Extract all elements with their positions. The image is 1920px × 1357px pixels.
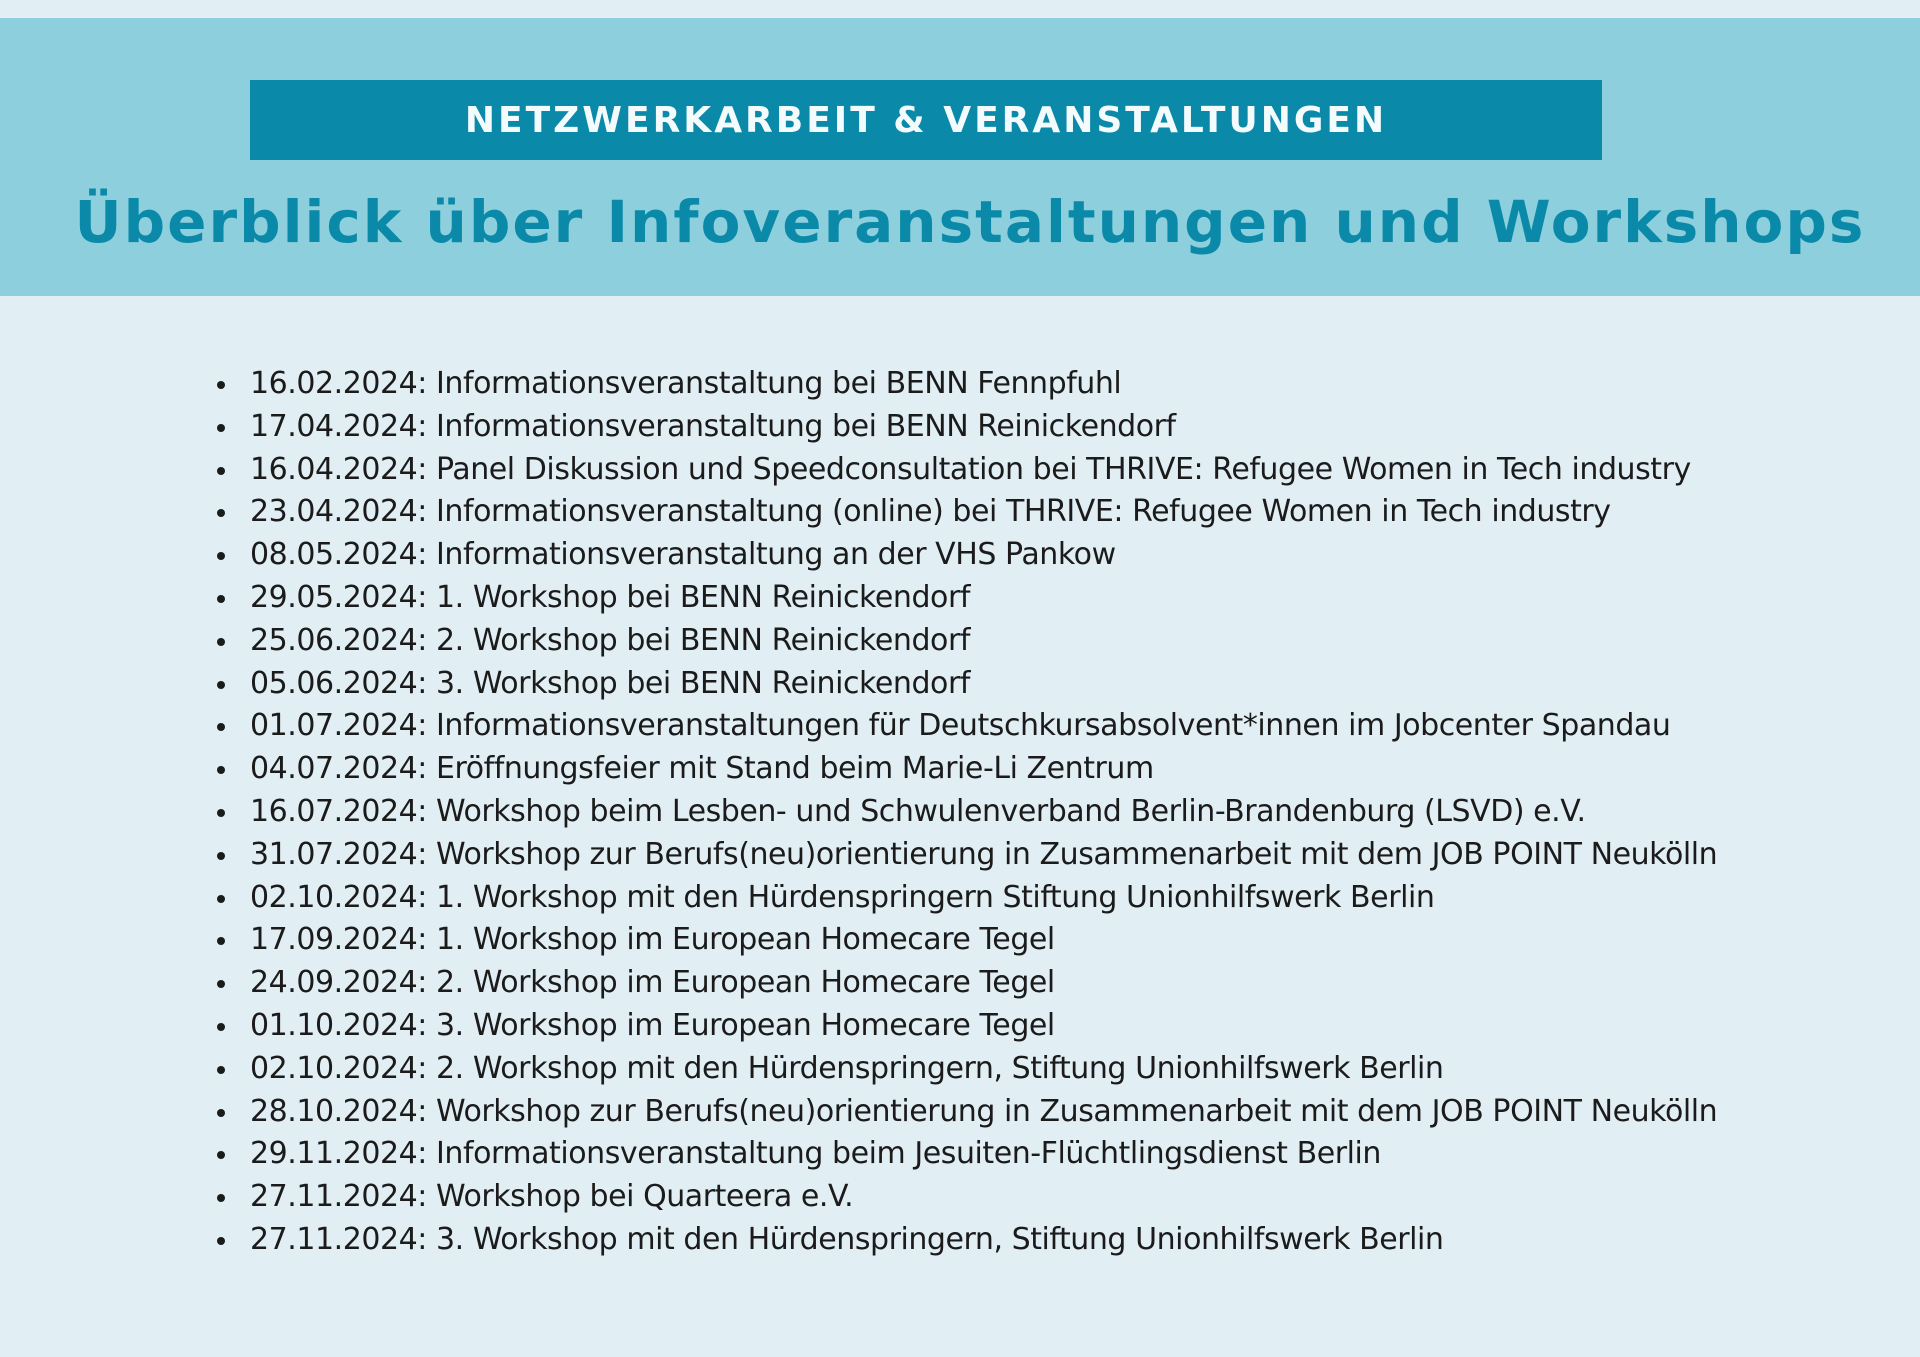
event-item [210, 534, 1717, 577]
event-item [210, 1048, 1717, 1091]
event-item [210, 577, 1717, 620]
event-text: 17.09.2024: 1. Workshop im European Homecare Tegel [250, 922, 1055, 958]
bullet-icon [217, 895, 225, 903]
event-text: 08.05.2024: Informationsveranstaltung an der VHS Pankow [250, 537, 1116, 573]
event-text: 29.05.2024: 1. Workshop bei BENN Reinickendorf [250, 579, 970, 615]
event-text: 16.02.2024: Informationsveranstaltung bei BENN Fennpfuhl [250, 366, 1122, 401]
bullet-icon [217, 852, 225, 860]
event-item [210, 1091, 1717, 1134]
bullet-icon [217, 638, 225, 646]
bullet-icon [217, 509, 225, 517]
bullet-icon [217, 595, 225, 603]
page-title: Überblick über Infoveranstaltungen und Workshops [74, 188, 1866, 256]
bullet-icon [217, 809, 225, 817]
event-text: 17.04.2024: Informationsveranstaltung bei BENN Reinickendorf [250, 408, 1176, 444]
event-item [210, 877, 1717, 920]
event-item [210, 1219, 1717, 1262]
event-text: 02.10.2024: 1. Workshop mit den Hürdenspringern Stiftung Unionhilfswerk Berlin [250, 879, 1435, 915]
bullet-icon [217, 1066, 225, 1074]
event-item [210, 1176, 1717, 1219]
bullet-icon [217, 1109, 225, 1117]
event-text: 25.06.2024: 2. Workshop bei BENN Reinickendorf [250, 622, 970, 658]
bullet-icon [217, 937, 225, 945]
bullet-icon [217, 681, 225, 689]
bullet-icon [217, 424, 225, 432]
bullet-icon [217, 552, 225, 560]
category-label: NETZWERKARBEIT & VERANSTALTUNGEN [464, 99, 1388, 141]
event-list [210, 363, 1717, 1262]
event-item [210, 449, 1717, 492]
event-text: 29.11.2024: Informationsveranstaltung beim Jesuiten-Flüchtlingsdienst Berlin [250, 1136, 1381, 1172]
event-text: 05.06.2024: 3. Workshop bei BENN Reinickendorf [250, 665, 970, 701]
event-item [210, 363, 1717, 406]
event-item [210, 491, 1717, 534]
bullet-icon [217, 467, 225, 475]
event-text: 02.10.2024: 2. Workshop mit den Hürdenspringern, Stiftung Unionhilfswerk Berlin [250, 1050, 1444, 1086]
event-item [210, 962, 1717, 1005]
event-text: 01.10.2024: 3. Workshop im European Homecare Tegel [250, 1007, 1055, 1043]
event-text: 31.07.2024: Workshop zur Berufs(neu)orientierung in Zusammenarbeit mit dem JOB POINT Neukölln [250, 836, 1718, 872]
bullet-icon [217, 1151, 225, 1159]
bullet-icon [217, 381, 225, 389]
event-text: 16.04.2024: Panel Diskussion und Speedconsultation bei THRIVE: Refugee Women in Tech industry [250, 451, 1691, 487]
event-text: 16.07.2024: Workshop beim Lesben- und Schwulenverband Berlin-Brandenburg (LSVD) e.V. [250, 793, 1586, 829]
event-item [210, 748, 1717, 791]
event-item [210, 663, 1717, 706]
event-text: 01.07.2024: Informationsveranstaltungen für Deutschkursabsolvent*innen im Jobcenter Spandau [250, 708, 1671, 744]
event-item [210, 919, 1717, 962]
event-item [210, 834, 1717, 877]
event-text: 23.04.2024: Informationsveranstaltung (online) bei THRIVE: Refugee Women in Tech industry [250, 494, 1611, 530]
event-item [210, 791, 1717, 834]
event-text: 28.10.2024: Workshop zur Berufs(neu)orientierung in Zusammenarbeit mit dem JOB POINT Neukölln [250, 1093, 1718, 1129]
bullet-icon [217, 723, 225, 731]
event-text: 27.11.2024: 3. Workshop mit den Hürdenspringern, Stiftung Unionhilfswerk Berlin [250, 1221, 1444, 1257]
bullet-icon [217, 1194, 225, 1202]
event-item [210, 406, 1717, 449]
bullet-icon [217, 980, 225, 988]
header-band [0, 18, 1920, 296]
event-item [210, 620, 1717, 663]
event-text: 24.09.2024: 2. Workshop im European Homecare Tegel [250, 965, 1055, 1001]
bullet-icon [217, 766, 225, 774]
event-text: 04.07.2024: Eröffnungsfeier mit Stand beim Marie-Li Zentrum [250, 751, 1154, 787]
event-item [210, 1005, 1717, 1048]
event-text: 27.11.2024: Workshop bei Quarteera e.V. [250, 1179, 854, 1215]
category-banner [250, 80, 1602, 160]
bullet-icon [217, 1237, 225, 1245]
event-item [210, 705, 1717, 748]
event-item [210, 1133, 1717, 1176]
bullet-icon [217, 1023, 225, 1031]
